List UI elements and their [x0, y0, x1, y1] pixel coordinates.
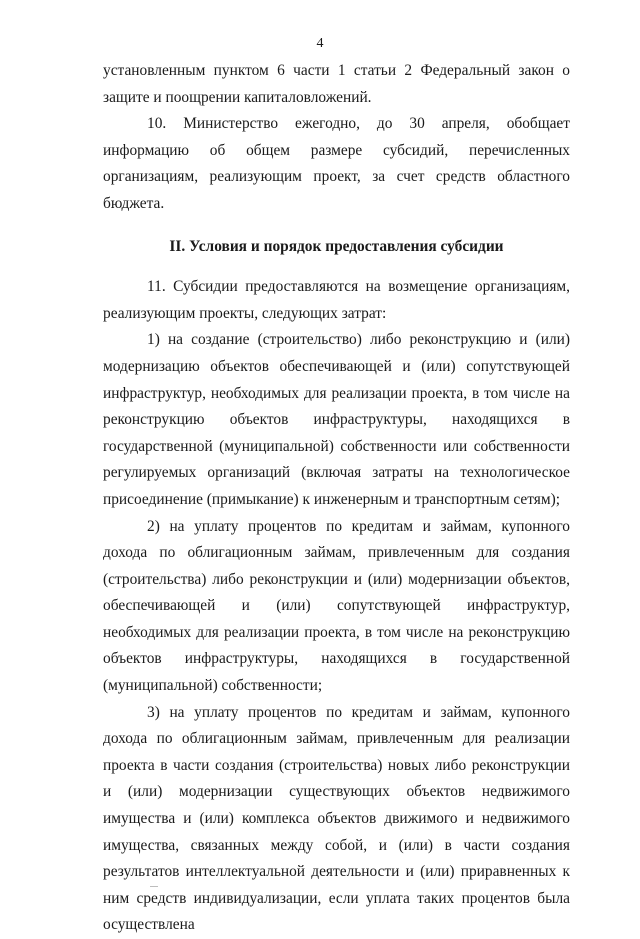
- document-body: [103, 58, 570, 939]
- paragraph-11-item-3: 3) на уплату процентов по кредитам и займам, купонного дохода по облигационным займам, привлеченным для реализации проекта в части создания (строительства) новых либо реконструкции и (или) модернизации существующих объектов недвижимого имущества и (или) комплекса объектов движимого и недвижимого имущества, связанных между собой, и (или) в части создания результатов интеллектуальной деятельности и (или) приравненных к ним средств индивидуализации, если уплата таких процентов была осуществлена: [103, 703, 570, 934]
- paragraph-continuation: установленным пунктом 6 части 1 статьи 2 Федеральный закон о защите и поощрении капиталовложений.: [103, 62, 570, 106]
- section-heading: II. Условия и порядок предоставления субсидии: [169, 237, 504, 255]
- paragraph-11: 11. Субсидии предоставляются на возмещение организациям, реализующим проекты, следующих затрат:: [103, 278, 570, 322]
- paragraph-10: 10. Министерство ежегодно, до 30 апреля, обобщает информацию об общем размере субсидий, перечисленных организациям, реализующим проект, за счет средств областного бюджета.: [103, 115, 570, 212]
- scan-artifact: [150, 886, 158, 887]
- page-number: 4: [316, 36, 324, 51]
- paragraph-11-item-2: 2) на уплату процентов по кредитам и займам, купонного дохода по облигационным займам, привлеченным для создания (строительства) либо реконструкции и (или) модернизации объектов, обеспечивающей и (или) сопутствующей инфраструктур, необходимых для реализации проекта, в том числе на реконструкцию объектов инфраструктуры, находящихся в государственной (муниципальной) собственности;: [103, 517, 570, 695]
- paragraph-11-item-1: 1) на создание (строительство) либо реконструкцию и (или) модернизацию объектов обеспечивающей и (или) сопутствующей инфраструктур, необходимых для реализации проекта, в том числе на реконструкцию объектов инфраструктуры, находящихся в государственной (муниципальной) собственности или собственности регулируемых организаций (включая затраты на технологическое присоединение (примыкание) к инженерным и транспортным сетям);: [103, 331, 570, 508]
